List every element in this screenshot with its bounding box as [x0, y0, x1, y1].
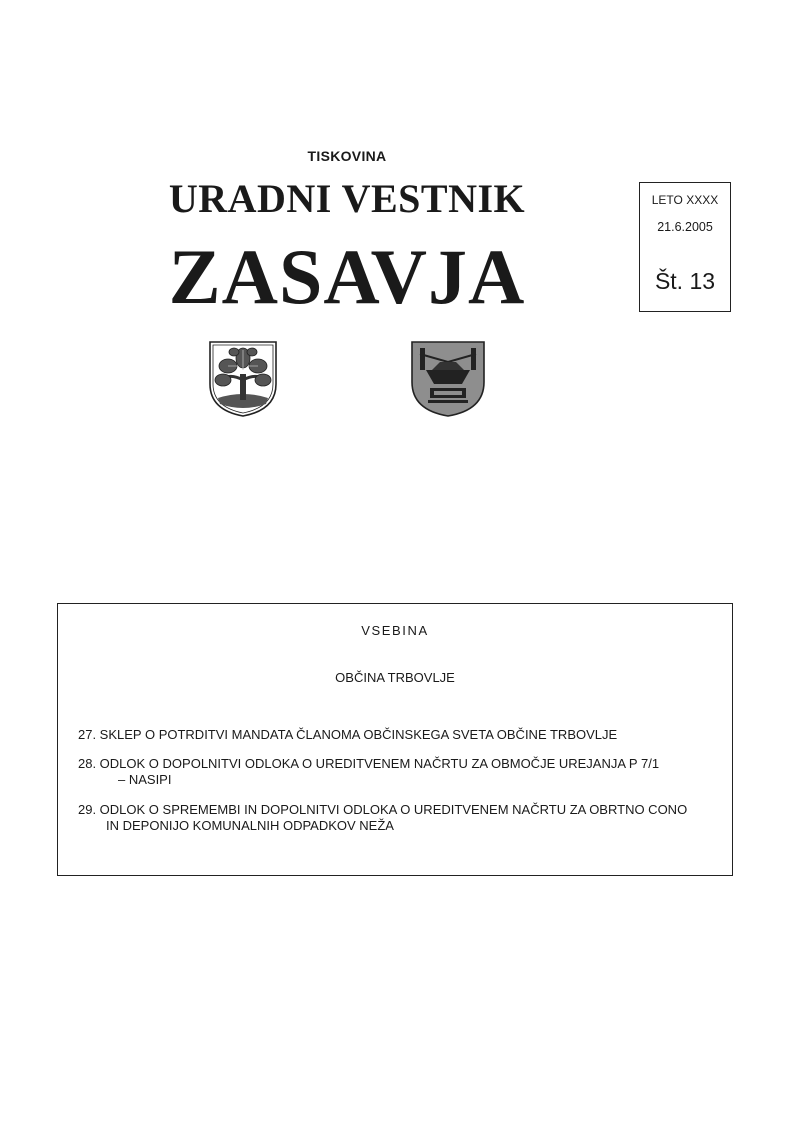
issue-year: LETO XXXX: [651, 193, 719, 207]
contents-heading: VSEBINA: [361, 623, 429, 638]
contents-entry-line: 28. ODLOK O DOPOLNITVI ODLOKA O UREDITVENEM NAČRTU ZA OBMOČJE UREJANJA P 7/1: [78, 756, 660, 771]
mining-coat-of-arms-icon: [410, 340, 486, 418]
contents-entry-line: 27. SKLEP O POTRDITVI MANDATA ČLANOMA OBČINSKEGA SVETA OBČINE TRBOVLJE: [78, 727, 618, 742]
publication-kicker: TISKOVINA: [307, 148, 387, 164]
issue-info-box: [639, 182, 731, 312]
issue-number: Št. 13: [654, 268, 716, 294]
oak-tree-coat-of-arms-icon: [208, 340, 278, 418]
masthead-title-line2: ZASAVJA: [168, 233, 526, 320]
contents-entry[interactable]: [78, 756, 718, 788]
contents-entry-continuation: IN DEPONIJO KOMUNALNIH ODPADKOV NEŽA: [106, 818, 394, 833]
contents-entry[interactable]: [78, 727, 718, 743]
municipality-heading: OBČINA TRBOVLJE: [335, 670, 455, 685]
masthead-title-line1: URADNI VESTNIK: [168, 176, 526, 221]
contents-entry[interactable]: [78, 802, 718, 834]
contents-entry-line: 29. ODLOK O SPREMEMBI IN DOPOLNITVI ODLOKA O UREDITVENEM NAČRTU ZA OBRTNO CONO: [78, 802, 688, 817]
contents-box: [57, 603, 733, 876]
issue-date: 21.6.2005: [657, 220, 713, 234]
contents-entry-continuation: – NASIPI: [118, 772, 172, 787]
